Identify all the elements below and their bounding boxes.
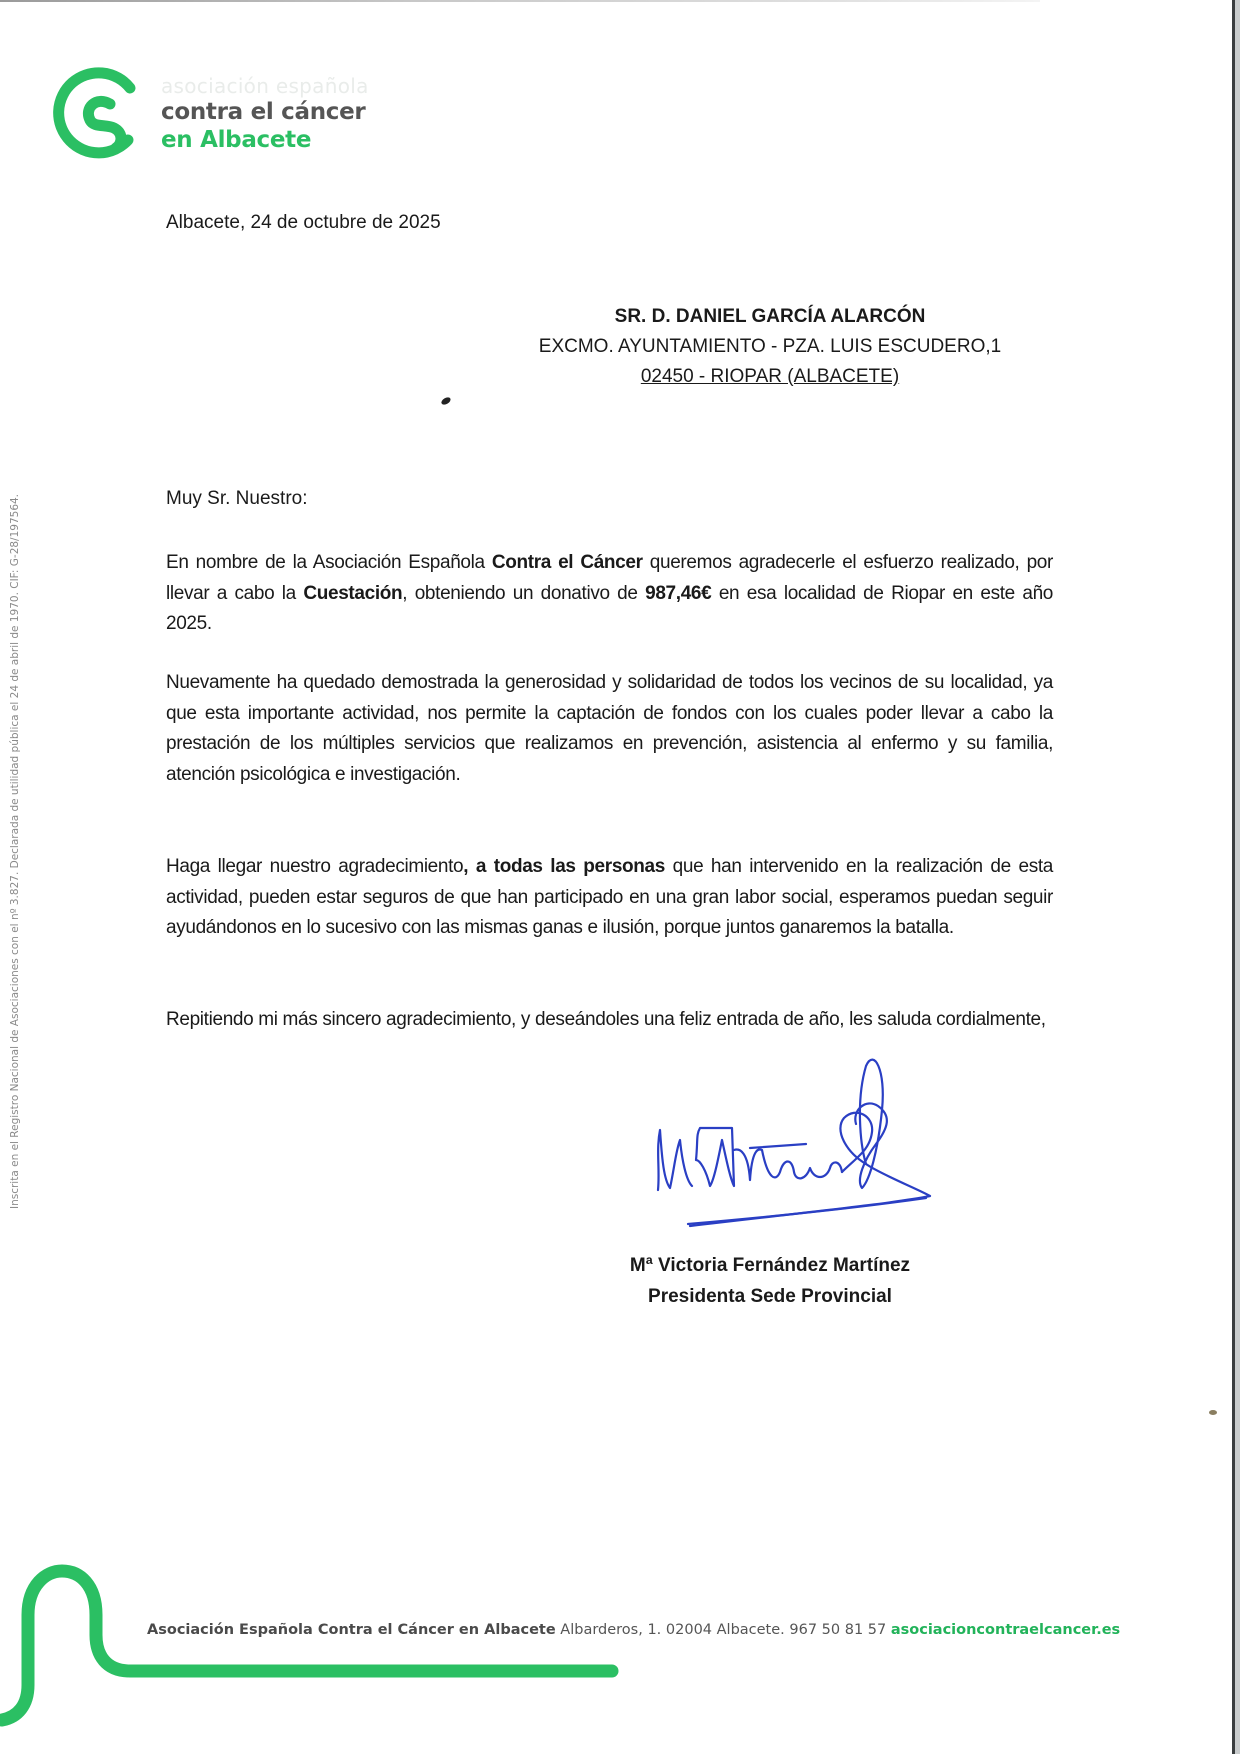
logo-line-contra: contra el cáncer: [161, 99, 366, 125]
footer-org-name: Asociación Española Contra el Cáncer en Albacete: [147, 1622, 556, 1638]
logo-line-asociacion: asociación española: [161, 74, 369, 98]
scan-edge-right-shadow: [1235, 0, 1240, 1754]
scan-speck: [440, 396, 452, 406]
salutation: Muy Sr. Nuestro:: [166, 488, 308, 509]
paragraph-closing: Repitiendo mi más sincero agradecimiento, y deseándoles una feliz entrada de año, les saluda cordialmente,: [166, 1009, 1046, 1030]
paragraph-generosity: Nuevamente ha quedado demostrada la generosidad y solidaridad de todos los vecinos de su localidad, ya que esta importante actividad, nos permite la captación de fondos con los cuales poder llevar a cabo la prestación de los múltiples servicios que realizamos en prevención, asistencia al enfermo y su familia, atención psicológica e investigación.: [166, 672, 1053, 785]
paragraph-gratitude: Haga llegar nuestro agradecimiento, a todas las personas que han intervenido en la realización de esta actividad, pueden estar seguros de que han participado en una gran labor social, esperamos puedan seguir ayudándonos en lo sucesivo con las mismas ganas e ilusión, porque juntos ganaremos la batalla.: [166, 856, 1054, 938]
recipient-block: [500, 302, 1040, 392]
donation-amount: 987,46€: [645, 582, 712, 604]
footer-wave-decoration: [0, 1555, 640, 1755]
recipient-address-line2: 02450 - RIOPAR (ALBACETE): [640, 366, 900, 387]
scan-edge-top: [0, 0, 1040, 2]
handwritten-signature-icon: [630, 1040, 960, 1240]
scan-speck: [1209, 1410, 1217, 1415]
recipient-address-line1: EXCMO. AYUNTAMIENTO - PZA. LUIS ESCUDERO,1: [538, 336, 1002, 357]
bold-contra-el-cancer: Contra el Cáncer: [491, 552, 643, 573]
recipient-name: SR. D. DANIEL GARCÍA ALARCÓN: [614, 306, 926, 327]
signer-block: [560, 1250, 980, 1312]
bold-todas-las-personas: , a todas las personas: [463, 856, 665, 877]
logo-wordmark: [161, 74, 369, 154]
aecc-logo-icon: [50, 66, 150, 166]
letter-date: Albacete, 24 de octubre de 2025: [166, 212, 441, 233]
signer-title: Presidenta Sede Provincial: [648, 1286, 892, 1307]
logo-line-albacete: en Albacete: [161, 127, 312, 153]
paragraph-thanks: En nombre de la Asociación Española Contra el Cáncer queremos agradecerle el esfuerzo realizado, por llevar a cabo la Cuestación, obteniendo un donativo de 987,46€ en esa localidad de Riopar en este año 2025.: [166, 552, 1054, 634]
footer-contact: [147, 1622, 1120, 1638]
bold-cuestacion: Cuestación: [303, 582, 403, 604]
signer-name: Mª Victoria Fernández Martínez: [629, 1255, 911, 1276]
footer-address: Albarderos, 1. 02004 Albacete. 967 50 81 57: [555, 1622, 891, 1638]
side-legal-registration: Inscrita en el Registro Nacional de Asociaciones con el nº 3.827. Declarada de utilidad pública el 24 de abril de 1970. CIF: G-28/197564.: [9, 493, 21, 1209]
footer-website-link[interactable]: asociacioncontraelcancer.es: [890, 1622, 1121, 1638]
